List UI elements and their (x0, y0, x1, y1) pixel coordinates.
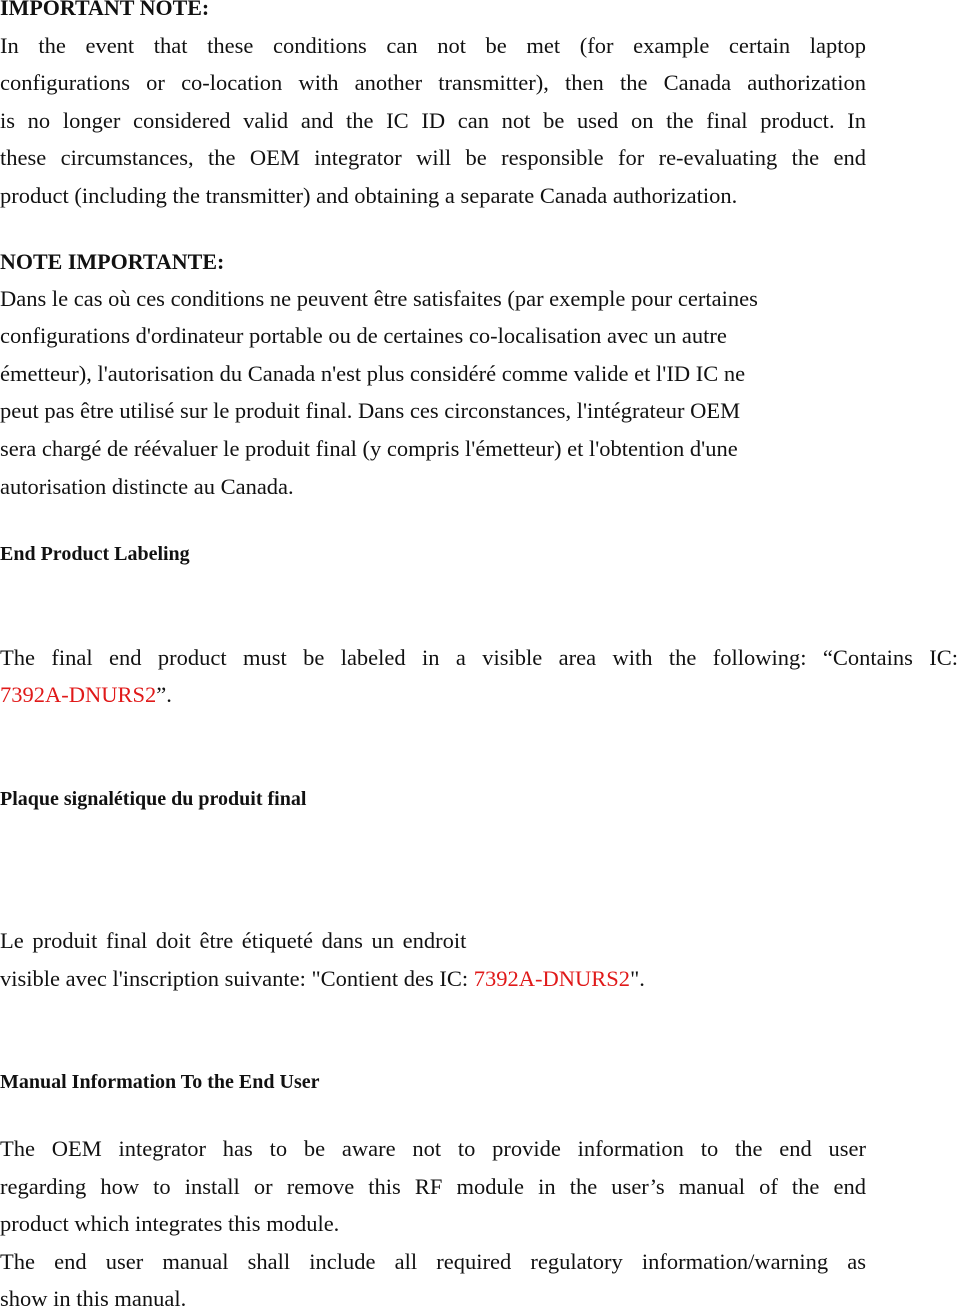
note-importante-heading: NOTE IMPORTANTE: (0, 249, 225, 274)
end-product-labeling-heading: End Product Labeling (0, 543, 190, 565)
paragraph-line: In the event that these conditions can not be met (for example certain laptop (0, 33, 866, 58)
manual-information-heading: Manual Information To the End User (0, 1071, 320, 1093)
paragraph-line: regarding how to install or remove this RF module in the user’s manual of the end (0, 1174, 866, 1199)
paragraph-line: these circumstances, the OEM integrator will be responsible for re-evaluating the end (0, 145, 866, 170)
ic-id-highlight: 7392A-DNURS2 (0, 682, 157, 707)
paragraph-line: show in this manual. (0, 1286, 187, 1311)
ic-id-highlight: 7392A-DNURS2 (473, 966, 631, 991)
paragraph-line: The end user manual shall include all required regulatory information/warning as (0, 1249, 866, 1274)
labeling-ic-line (0, 681, 172, 709)
paragraph-line: sera chargé de réévaluer le produit final (y compris l'émetteur) et l'obtention d'une (0, 436, 738, 461)
paragraph-line: autorisation distincte au Canada. (0, 474, 294, 499)
paragraph-line: product which integrates this module. (0, 1211, 340, 1236)
quote-close: ". (630, 966, 645, 991)
plaque-ic-line (0, 965, 645, 993)
paragraph-line: peut pas être utilisé sur le produit final. Dans ces circonstances, l'intégrateur OEM (0, 398, 741, 423)
paragraph-line: is no longer considered valid and the IC ID can not be used on the final product. In (0, 108, 866, 133)
quote-close: ”. (156, 682, 172, 707)
paragraph-line: configurations d'ordinateur portable ou de certaines co-localisation avec un autre (0, 323, 727, 348)
plaque-requirement-line: Le produit final doit être étiqueté dans un endroit (0, 928, 467, 953)
important-note-heading: IMPORTANT NOTE: (0, 0, 210, 20)
paragraph-line: The OEM integrator has to be aware not to provide information to the end user (0, 1136, 866, 1161)
paragraph-line: product (including the transmitter) and obtaining a separate Canada authorization. (0, 183, 738, 208)
labeling-requirement-line: The final end product must be labeled in a visible area with the following: “Contains IC: (0, 645, 958, 670)
plaque-ic-prefix: visible avec l'inscription suivante: "Contient des IC: (0, 966, 474, 991)
paragraph-line: émetteur), l'autorisation du Canada n'est plus considéré comme valide et l'ID IC ne (0, 361, 746, 386)
plaque-signaletique-heading: Plaque signalétique du produit final (0, 788, 307, 810)
paragraph-line: configurations or co-location with another transmitter), then the Canada authorization (0, 70, 866, 95)
paragraph-line: Dans le cas où ces conditions ne peuvent être satisfaites (par exemple pour certaines (0, 286, 758, 311)
